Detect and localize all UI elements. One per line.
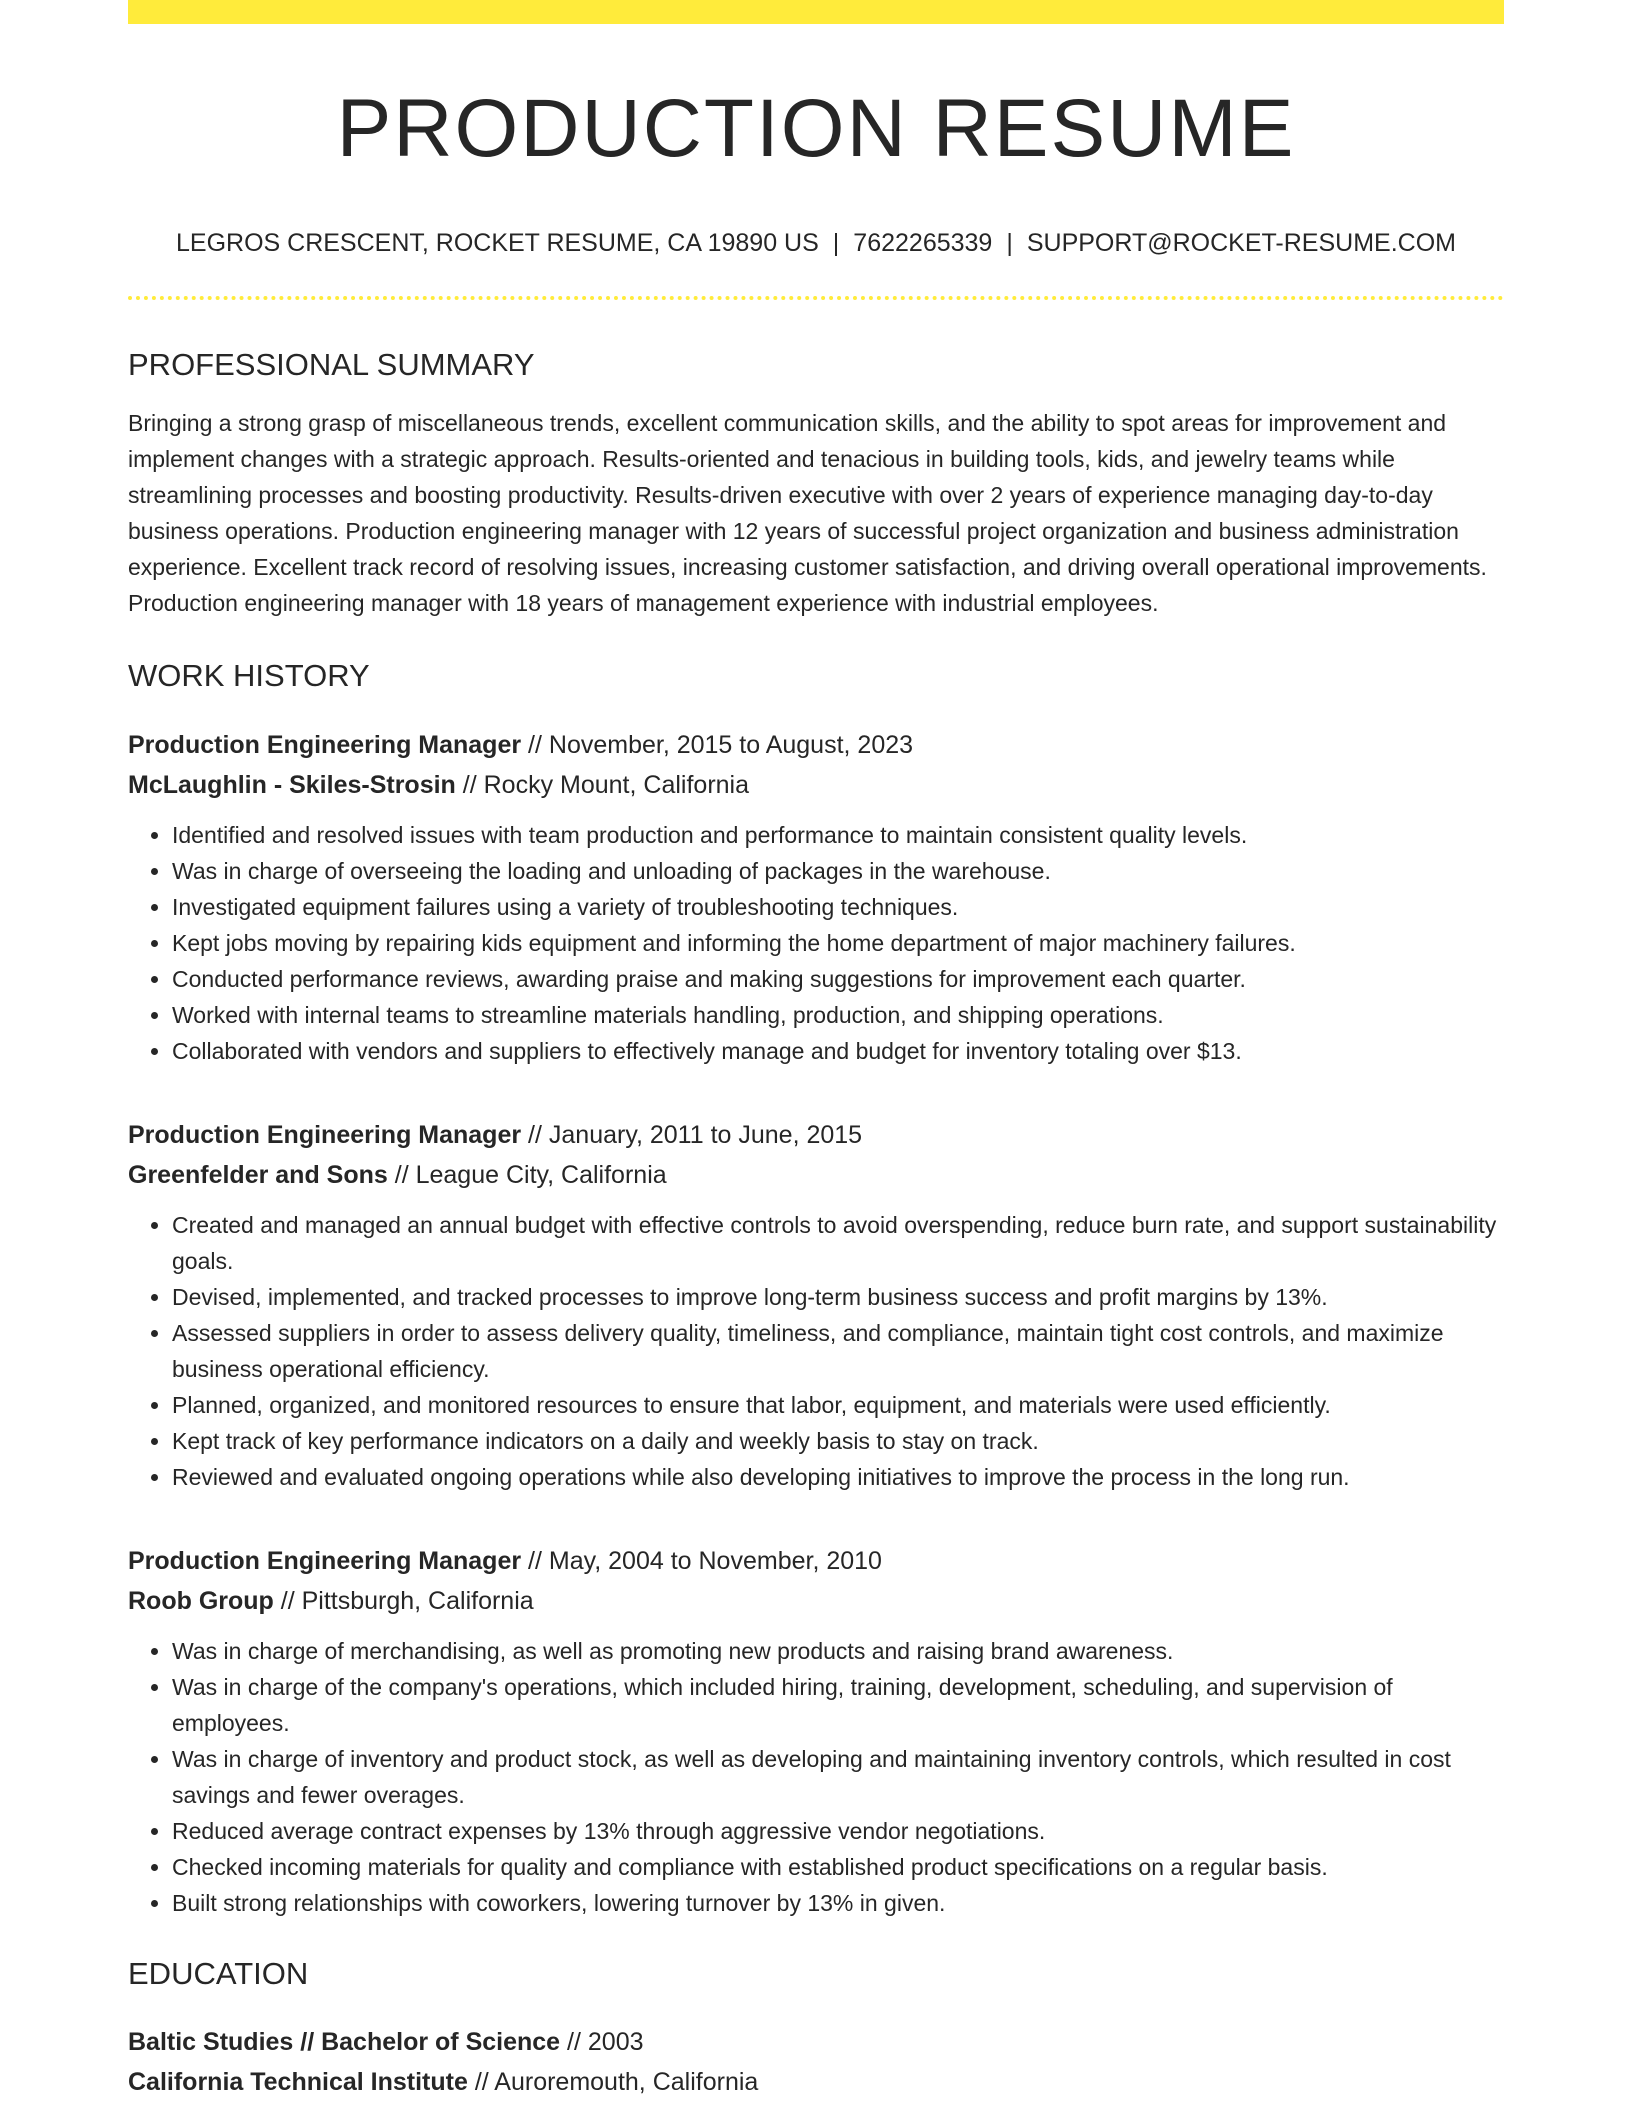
job-bullet: • Devised, implemented, and tracked processes to improve long-term business success and profit margins by 13%. [172, 1279, 1504, 1315]
job-dates: // May, 2004 to November, 2010 [528, 1546, 882, 1575]
job-bullets [128, 1633, 1504, 1921]
accent-bar [128, 0, 1504, 24]
job-bullet: • Planned, organized, and monitored resources to ensure that labor, equipment, and materials were used efficiently. [172, 1387, 1504, 1423]
job-bullet: • Built strong relationships with coworkers, lowering turnover by 13% in given. [172, 1885, 1504, 1921]
job-bullet: • Was in charge of merchandising, as well as promoting new products and raising brand awareness. [172, 1633, 1504, 1669]
job-role: Production Engineering Manager [128, 1120, 522, 1149]
job-dates: // November, 2015 to August, 2023 [528, 730, 914, 759]
job-entry [128, 1115, 1504, 1495]
job-company: Roob Group [128, 1586, 274, 1615]
job-bullet: • Was in charge of the company's operations, which included hiring, training, development, scheduling, and supervision of employees. [172, 1669, 1504, 1741]
job-company: McLaughlin - Skiles-Strosin [128, 770, 456, 799]
education-heading: EDUCATION [128, 1955, 309, 1991]
job-bullet: • Worked with internal teams to streamline materials handling, production, and shipping operations. [172, 997, 1504, 1033]
job-entry [128, 725, 1504, 1069]
job-bullet: • Created and managed an annual budget with effective controls to avoid overspending, reduce burn rate, and support sustainability goals. [172, 1207, 1504, 1279]
job-bullet: • Conducted performance reviews, awarding praise and making suggestions for improvement each quarter. [172, 961, 1504, 997]
job-role-line [128, 1115, 1504, 1155]
education-entry [128, 2022, 1504, 2102]
resume-page [128, 0, 1504, 2102]
dotted-divider [128, 296, 1504, 300]
job-bullet: • Reduced average contract expenses by 13% through aggressive vendor negotiations. [172, 1813, 1504, 1849]
job-bullet: • Collaborated with vendors and suppliers to effectively manage and budget for inventory totaling over $13. [172, 1033, 1504, 1069]
job-role-line [128, 1541, 1504, 1581]
job-location: // Pittsburgh, California [280, 1586, 534, 1615]
job-bullet: • Kept jobs moving by repairing kids equipment and informing the home department of major machinery failures. [172, 925, 1504, 961]
job-bullet: • Checked incoming materials for quality and compliance with established product specifications on a regular basis. [172, 1849, 1504, 1885]
job-role: Production Engineering Manager [128, 1546, 522, 1575]
job-entry [128, 1541, 1504, 1921]
work-history-heading: WORK HISTORY [128, 658, 370, 694]
contact-separator: | [832, 229, 840, 258]
education-degree-line [128, 2022, 1504, 2062]
job-bullet: • Investigated equipment failures using a variety of troubleshooting techniques. [172, 889, 1504, 925]
contact-separator: | [1006, 229, 1013, 258]
education-degree: Baltic Studies // Bachelor of Science [128, 2027, 561, 2056]
education-school-line [128, 2062, 1504, 2102]
education-location: // Auroremouth, California [474, 2067, 759, 2096]
education-school: California Technical Institute [128, 2067, 468, 2096]
contact-email: SUPPORT@ROCKET-RESUME.COM [1026, 229, 1456, 258]
job-company-line [128, 1581, 1504, 1621]
job-role-line [128, 725, 1504, 765]
job-location: // League City, California [394, 1160, 667, 1189]
job-bullet: • Was in charge of overseeing the loading and unloading of packages in the warehouse. [172, 853, 1504, 889]
job-bullets [128, 1207, 1504, 1495]
job-dates: // January, 2011 to June, 2015 [528, 1120, 863, 1149]
summary-text: Bringing a strong grasp of miscellaneous trends, excellent communication skills, and the ability to spot areas for improvement and implement changes with a strategic approach. Results-oriented and tenacious in building tools, kids, and jewelry teams while streamlining processes and boosting productivity. Results-driven executive with over 2 years of experience managing day-to-day business operations. Production engineering manager with 12 years of successful project organization and business administration experience. Excellent track record of resolving issues, increasing customer satisfaction, and driving overall operational improvements. Production engineering manager with 18 years of management experience with industrial employees. [128, 410, 1487, 617]
summary-heading: PROFESSIONAL SUMMARY [128, 347, 535, 383]
contact-address: LEGROS CRESCENT, ROCKET RESUME, CA 19890 US [176, 229, 819, 258]
job-location: // Rocky Mount, California [462, 770, 749, 799]
job-bullet: • Reviewed and evaluated ongoing operations while also developing initiatives to improve the process in the long run. [172, 1459, 1504, 1495]
job-bullet: • Identified and resolved issues with team production and performance to maintain consistent quality levels. [172, 817, 1504, 853]
job-bullets [128, 817, 1504, 1069]
job-company: Greenfelder and Sons [128, 1160, 388, 1189]
education-year: // 2003 [567, 2027, 644, 2056]
job-bullet: • Assessed suppliers in order to assess delivery quality, timeliness, and compliance, maintain tight cost controls, and maximize business operational efficiency. [172, 1315, 1504, 1387]
job-bullet: • Kept track of key performance indicators on a daily and weekly basis to stay on track. [172, 1423, 1504, 1459]
job-role: Production Engineering Manager [128, 730, 522, 759]
contact-phone: 7622265339 [853, 229, 993, 258]
job-company-line [128, 765, 1504, 805]
job-bullet: • Was in charge of inventory and product stock, as well as developing and maintaining inventory controls, which resulted in cost savings and fewer overages. [172, 1741, 1504, 1813]
contact-line [128, 228, 1504, 258]
resume-name: PRODUCTION RESUME [336, 83, 1296, 174]
job-company-line [128, 1155, 1504, 1195]
